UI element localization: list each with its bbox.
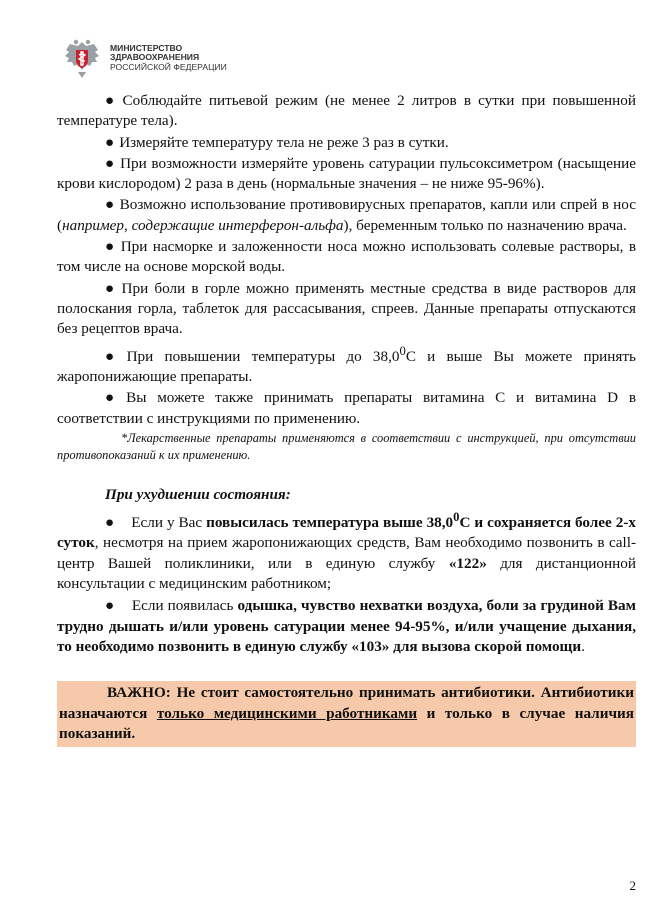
eagle-emblem-icon xyxy=(60,36,104,80)
ministry-name-line2: ЗДРАВООХРАНЕНИЯ xyxy=(110,52,200,63)
item-text: . xyxy=(581,637,585,655)
item-text: Если у Вас xyxy=(131,514,207,532)
list-item: ● При боли в горле можно применять местные средства в виде растворов для полоскания горла, таблеток для рассасывания, спреев. Данные препараты отпускаются без рецептов врача. xyxy=(57,279,636,338)
ministry-name-line3: РОССИЙСКОЙ ФЕДЕРАЦИИ xyxy=(110,61,227,72)
bullet-text: При возможности измеряйте уровень сатурации пульсоксиметром (насыщение крови кислородом) 2 раза в день (нормальные значения – не ниже 95-96%). xyxy=(57,154,636,193)
item-bold-text: «122» xyxy=(448,554,487,572)
list-item: ● Если у Вас повысилась температура выше 38,0$^0$С и сохраняется более 2-х суток, несмотря на прием жаропонижающих средств, Вам необходимо позвонить в call-центр Вашей поликлиники, или в единую службу «122» для дистанционной консультации с медицинским работником; xyxy=(57,510,637,593)
item-text: , несмотря на прием жаропонижающих средств, Вам необходимо позвонить в call-центр Вашей поликлиники, или в единую службу xyxy=(57,534,636,572)
page-number: 2 xyxy=(629,878,636,893)
bullet-text: При боли в горле можно применять местные средства в виде растворов для полоскания горла, таблеток для рассасывания, спреев. Данные препараты отпускаются без рецептов врача. xyxy=(57,279,636,338)
footnote: *Лекарственные препараты применяются в соответствии с инструкцией, при отсутствии противопоказаний к их применению. xyxy=(57,430,636,462)
item-bold-text: повысилась температура выше 38,0 xyxy=(206,514,454,532)
important-notice xyxy=(57,681,636,747)
bullet-text: Возможно использование противовирусных препаратов, капли или спрей в нос ( xyxy=(57,196,636,234)
notice-underlined-text: только медицинскими работниками xyxy=(156,704,418,722)
notice-text: ВАЖНО: Не стоит самостоятельно принимать антибиотики. Антибиотики назначаются xyxy=(59,684,634,722)
list-item: ● Вы можете также принимать препараты витамина С и витамина D в соответствии с инструкциями по применению. xyxy=(57,389,636,427)
notice-text: и только в случае наличия показаний. xyxy=(59,704,634,742)
list-item: ● Соблюдайте питьевой режим (не менее 2 литров в сутки при повышенной температуре тела). xyxy=(57,92,636,130)
ministry-header xyxy=(60,38,227,78)
bullet-text: Вы можете также принимать препараты витамина С и витамина D в соответствии с инструкциями по применению. xyxy=(57,389,636,427)
item-superscript: 0 xyxy=(453,510,460,525)
bullet-text: При насморке и заложенности носа можно использовать солевые растворы, в том числе на основе морской воды. xyxy=(57,238,636,276)
ministry-name-line1: МИНИСТЕРСТВО xyxy=(110,42,183,53)
list-item: ● Возможно использование противовирусных препаратов, капли или спрей в нос (например, содержащие интерферон-альфа), беременным только по назначению врача. xyxy=(57,196,636,234)
document-body xyxy=(57,91,636,747)
bullet-text: Соблюдайте питьевой режим (не менее 2 литров в сутки при повышенной температуре тела). xyxy=(57,92,636,130)
bullet-text: При повышении температуры до 38,0 xyxy=(126,347,400,365)
bullet-superscript: 0 xyxy=(399,343,406,358)
list-item: ● Если появилась одышка, чувство нехватки воздуха, боли за грудиной Вам трудно дышать и/или уровень сатурации менее 94-95%, и/или учащение дыхания, то необходимо позвонить в единую службу «103» для вызова скорой помощи. xyxy=(57,597,636,655)
bullet-text: С и выше Вы можете принять жаропонижающие препараты. xyxy=(57,347,636,385)
item-bold-text: одышка, чувство нехватки воздуха, боли за грудиной Вам трудно дышать и/или уровень сатурации менее 94-95%, и/или учащение дыхания, то необходимо позвонить в единую службу «103» для вызова скорой помощи xyxy=(57,597,636,655)
list-item: ● При насморке и заложенности носа можно использовать солевые растворы, в том числе на основе морской воды. xyxy=(57,238,636,276)
list-item: ● При возможности измеряйте уровень сатурации пульсоксиметром (насыщение крови кислородом) 2 раза в день (нормальные значения – не ниже 95-96%). xyxy=(57,154,636,193)
list-item: ● Измеряйте температуру тела не реже 3 раз в сутки. xyxy=(105,133,449,151)
item-text: для дистанционной консультации с медицинским работником; xyxy=(57,554,637,593)
list-item: ● При повышении температуры до 38,0$^0$С и выше Вы можете принять жаропонижающие препараты. xyxy=(57,343,636,385)
section-heading: При ухудшении состояния: xyxy=(105,485,291,503)
bullet-text: Измеряйте температуру тела не реже 3 раз в сутки. xyxy=(119,133,449,151)
bullet-text: ), беременным только по назначению врача. xyxy=(343,216,627,234)
bullet-italic-text: например, содержащие интерферон-альфа xyxy=(62,216,344,234)
item-bold-text: С и сохраняется более 2-х суток xyxy=(57,514,636,552)
item-text: Если появилась xyxy=(131,597,238,615)
